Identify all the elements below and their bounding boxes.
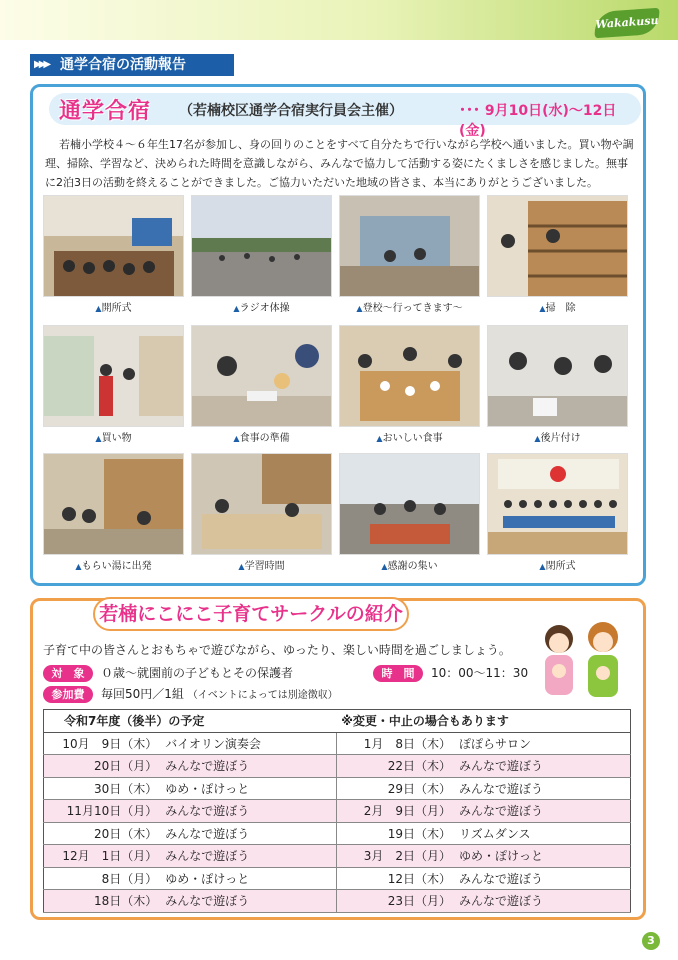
photo-departure-bath [43, 453, 184, 555]
triangle-icon: ▲ [534, 434, 541, 443]
caption: ▲感謝の集い [381, 561, 438, 572]
photo-radio-exercise [191, 195, 332, 297]
target-label: 対 象 [43, 665, 93, 682]
table-row: 11月10日（月） みんなで遊ぼう 2月 9日（月） みんなで遊ぼう [44, 800, 631, 823]
caption: ▲もらい湯に出発 [75, 561, 152, 572]
table-row: 30日（木） ゆめ・ぽけっと 29日（木） みんなで遊ぼう [44, 777, 631, 800]
camp-organizer: （若楠校区通学合宿実行員会主催） [179, 103, 403, 119]
caption: ▲掃 除 [539, 303, 576, 314]
fee-note: （イベントによっては別途徴収） [187, 690, 338, 701]
caption: ▲登校～行ってきます～ [356, 303, 463, 314]
schedule-table [43, 709, 631, 913]
schedule-header-right: ※変更・中止の場合もあります [337, 710, 630, 733]
fee-value: 毎回50円／1組 （イベントによっては別途徴収） [101, 687, 338, 701]
triangle-icon: ▲ [539, 304, 546, 313]
mothers-illustration [533, 617, 633, 707]
top-banner [0, 0, 678, 40]
fee-label: 参加費 [43, 686, 93, 703]
caption: ▲閉所式 [539, 561, 576, 572]
photo-cooking [191, 325, 332, 427]
camp-title: 通学合宿 [59, 99, 152, 124]
triangle-icon: ▲ [95, 434, 102, 443]
caption: ▲買い物 [95, 433, 132, 444]
triple-arrow-icon: ▶▶▶ [34, 59, 49, 70]
circle-intro: 子育て中の皆さんとおもちゃで遊びながら、ゆったり、楽しい時間を過ごしましょう。 [43, 643, 511, 657]
camp-intro: 若楠小学校４～６年生17名が参加し、身の回りのことをすべて自分たちで行いながら学校へ通いました。買い物や調理、掃除、学習など、決められた時間を意識しながら、みんなで協力して活動する姿にたくましさを感じました。無事に2泊3日の活動を終えることができました。ご協力いただいた地域の皆さま、本当にありがとうございました。 [45, 138, 634, 189]
photo-shopping [43, 325, 184, 427]
caption: ▲学習時間 [238, 561, 285, 572]
time-value: 10：00～11：30 [431, 666, 529, 680]
caption: ▲開所式 [95, 303, 132, 314]
caption: ▲おいしい食事 [376, 433, 443, 444]
parenting-circle-panel [30, 598, 646, 920]
triangle-icon: ▲ [539, 562, 546, 571]
circle-title: 若楠にこにこ子育てサークルの紹介 [93, 597, 409, 631]
page-number: 3 [642, 932, 660, 950]
triangle-icon: ▲ [238, 562, 245, 571]
photo-meal [339, 325, 480, 427]
time-label: 時 間 [373, 665, 423, 682]
triangle-icon: ▲ [233, 434, 240, 443]
caption: ▲後片付け [534, 433, 581, 444]
table-row: 18日（木） みんなで遊ぼう 23日（月） みんなで遊ぼう [44, 890, 631, 913]
photo-cleaning [487, 195, 628, 297]
photo-going-to-school [339, 195, 480, 297]
target-value: ０歳～就園前の子どもとその保護者 [101, 666, 294, 680]
triangle-icon: ▲ [381, 562, 388, 571]
table-row: 12月 1日（月） みんなで遊ぼう 3月 2日（月） ゆめ・ぽけっと [44, 845, 631, 868]
section-header [30, 54, 234, 76]
triangle-icon: ▲ [95, 304, 102, 313]
table-row: 10月 9日（木） バイオリン演奏会 1月 8日（木） ぽぽらサロン [44, 732, 631, 755]
table-row: 8日（月） ゆめ・ぽけっと 12日（木） みんなで遊ぼう [44, 867, 631, 890]
schedule-header [44, 710, 631, 733]
triangle-icon: ▲ [376, 434, 383, 443]
triangle-icon: ▲ [233, 304, 240, 313]
photo-study-time [191, 453, 332, 555]
photo-cleanup [487, 325, 628, 427]
wakakusu-logo: Wakakusu [593, 8, 661, 39]
photo-closing-ceremony [487, 453, 628, 555]
camp-dates: ･･･ 9月10日(水)～12日(金) [459, 103, 617, 139]
table-row: 20日（木） みんなで遊ぼう 19日（木） リズムダンス [44, 822, 631, 845]
caption: ▲食事の準備 [233, 433, 290, 444]
camp-title-bar [49, 93, 641, 139]
photo-gratitude-gathering [339, 453, 480, 555]
triangle-icon: ▲ [75, 562, 82, 571]
photo-opening-ceremony [43, 195, 184, 297]
triangle-icon: ▲ [356, 304, 363, 313]
schedule-header-left: 令和7年度（後半）の予定 [44, 710, 338, 733]
section-title: 通学合宿の活動報告 [60, 57, 186, 73]
camp-report-panel [30, 84, 646, 586]
caption: ▲ラジオ体操 [233, 303, 290, 314]
table-row: 20日（月） みんなで遊ぼう 22日（木） みんなで遊ぼう [44, 755, 631, 778]
